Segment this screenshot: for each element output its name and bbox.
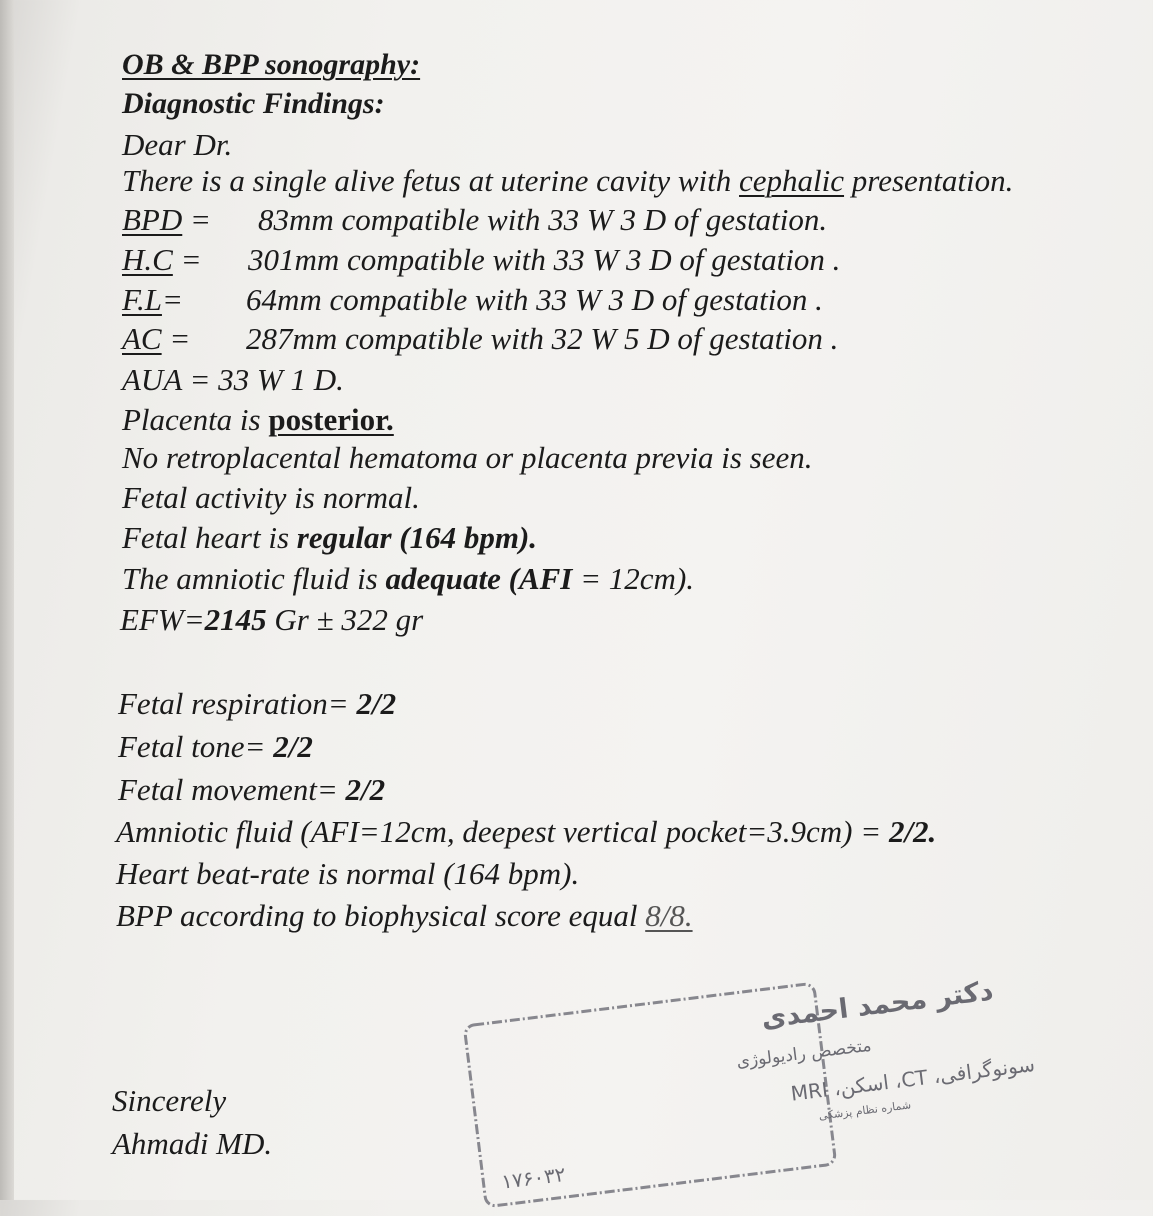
efw-value: 2145 [204,602,267,637]
biometry-label: H.C [122,242,173,277]
placenta-value: posterior. [268,402,394,437]
biometry-value: 287mm compatible with 32 W 5 D of gestation . [246,321,839,356]
biometry-label: BPD [122,202,183,237]
biometry-eq: = [182,202,211,237]
fetal-activity-line: Fetal activity is normal. [122,480,420,515]
bpp-score-line [116,900,693,931]
intro-suffix: presentation. [844,163,1014,198]
amniotic-bpp-prefix: Amniotic fluid (AFI=12cm, deepest vertical pocket=3.9cm) = [116,814,889,849]
biometry-value: 83mm compatible with 33 W 3 D of gestation. [258,202,828,237]
amniotic-bpp-line [116,816,936,847]
stamp-line-2: متخصص رادیولوژی [735,1035,873,1073]
no-hematoma-line: No retroplacental hematoma or placenta previa is seen. [122,440,813,475]
biometry-eq: = [161,282,183,317]
bpp-label: Fetal movement= [118,772,346,807]
fetal-heart-line [122,522,537,553]
biometry-row-fl [122,284,972,315]
bpp-movement-line [118,774,385,805]
efw-line [120,604,423,635]
bpp-value: 2/2 [345,772,386,807]
presentation-value: cephalic [739,163,845,198]
heart-prefix: Fetal heart is [122,520,297,555]
bpp-respiration-line [118,688,396,719]
amniotic-suffix: = 12cm). [572,561,695,596]
bpp-score-prefix: BPP according to biophysical score equal [116,898,646,933]
biometry-row-bpd [122,204,972,235]
efw-prefix: EFW= [120,602,205,637]
stamp-number: ۱۷۶۰۳۲ [500,1161,567,1194]
biometry-label: AC [122,321,162,356]
biometry-value: 301mm compatible with 33 W 3 D of gestation . [248,242,841,277]
stamp-line-1: دکتر محمد احمدی [759,975,995,1035]
aua-line: AUA = 33 W 1 D. [122,362,344,397]
heart-rate-line: Heart beat-rate is normal (164 bpm). [116,856,580,891]
intro-prefix: There is a single alive fetus at uterine cavity with [122,163,740,198]
signature-name: Ahmadi MD. [112,1126,273,1161]
biometry-eq: = [172,242,202,277]
bpp-label: Fetal tone= [118,729,274,764]
stamp-line-4: شماره نظام پزشکی [818,1098,912,1123]
report-subtitle: Diagnostic Findings: [122,87,385,120]
biometry-value: 64mm compatible with 33 W 3 D of gestation . [246,282,823,317]
bpp-value: 2/2 [273,729,313,764]
page-edge-shadow [0,0,14,1200]
bpp-label: Fetal respiration= [118,686,357,721]
amniotic-line [122,563,694,594]
physician-stamp [460,975,1037,1211]
closing: Sincerely [112,1083,227,1118]
biometry-row-hc [122,244,972,275]
greeting: Dear Dr. [122,127,233,162]
efw-suffix: Gr ± 322 gr [266,602,424,637]
bpp-score-value: 8/8. [645,898,693,933]
placenta-line [122,404,394,435]
bpp-tone-line [118,731,313,762]
biometry-eq: = [161,321,191,356]
stamp-line-3: سونوگرافی، CT، اسکن، MRI [789,1051,1037,1106]
placenta-prefix: Placenta is [122,402,269,437]
biometry-label: F.L [122,282,162,317]
intro-line [122,165,1013,196]
bpp-value: 2/2 [356,686,397,721]
amniotic-prefix: The amniotic fluid is [122,561,386,596]
amniotic-bpp-value: 2/2. [888,814,937,849]
report-title: OB & BPP sonography: [122,48,421,81]
biometry-row-ac [122,323,972,354]
amniotic-value: adequate (AFI [385,561,573,596]
heart-value: regular (164 bpm). [296,520,538,555]
